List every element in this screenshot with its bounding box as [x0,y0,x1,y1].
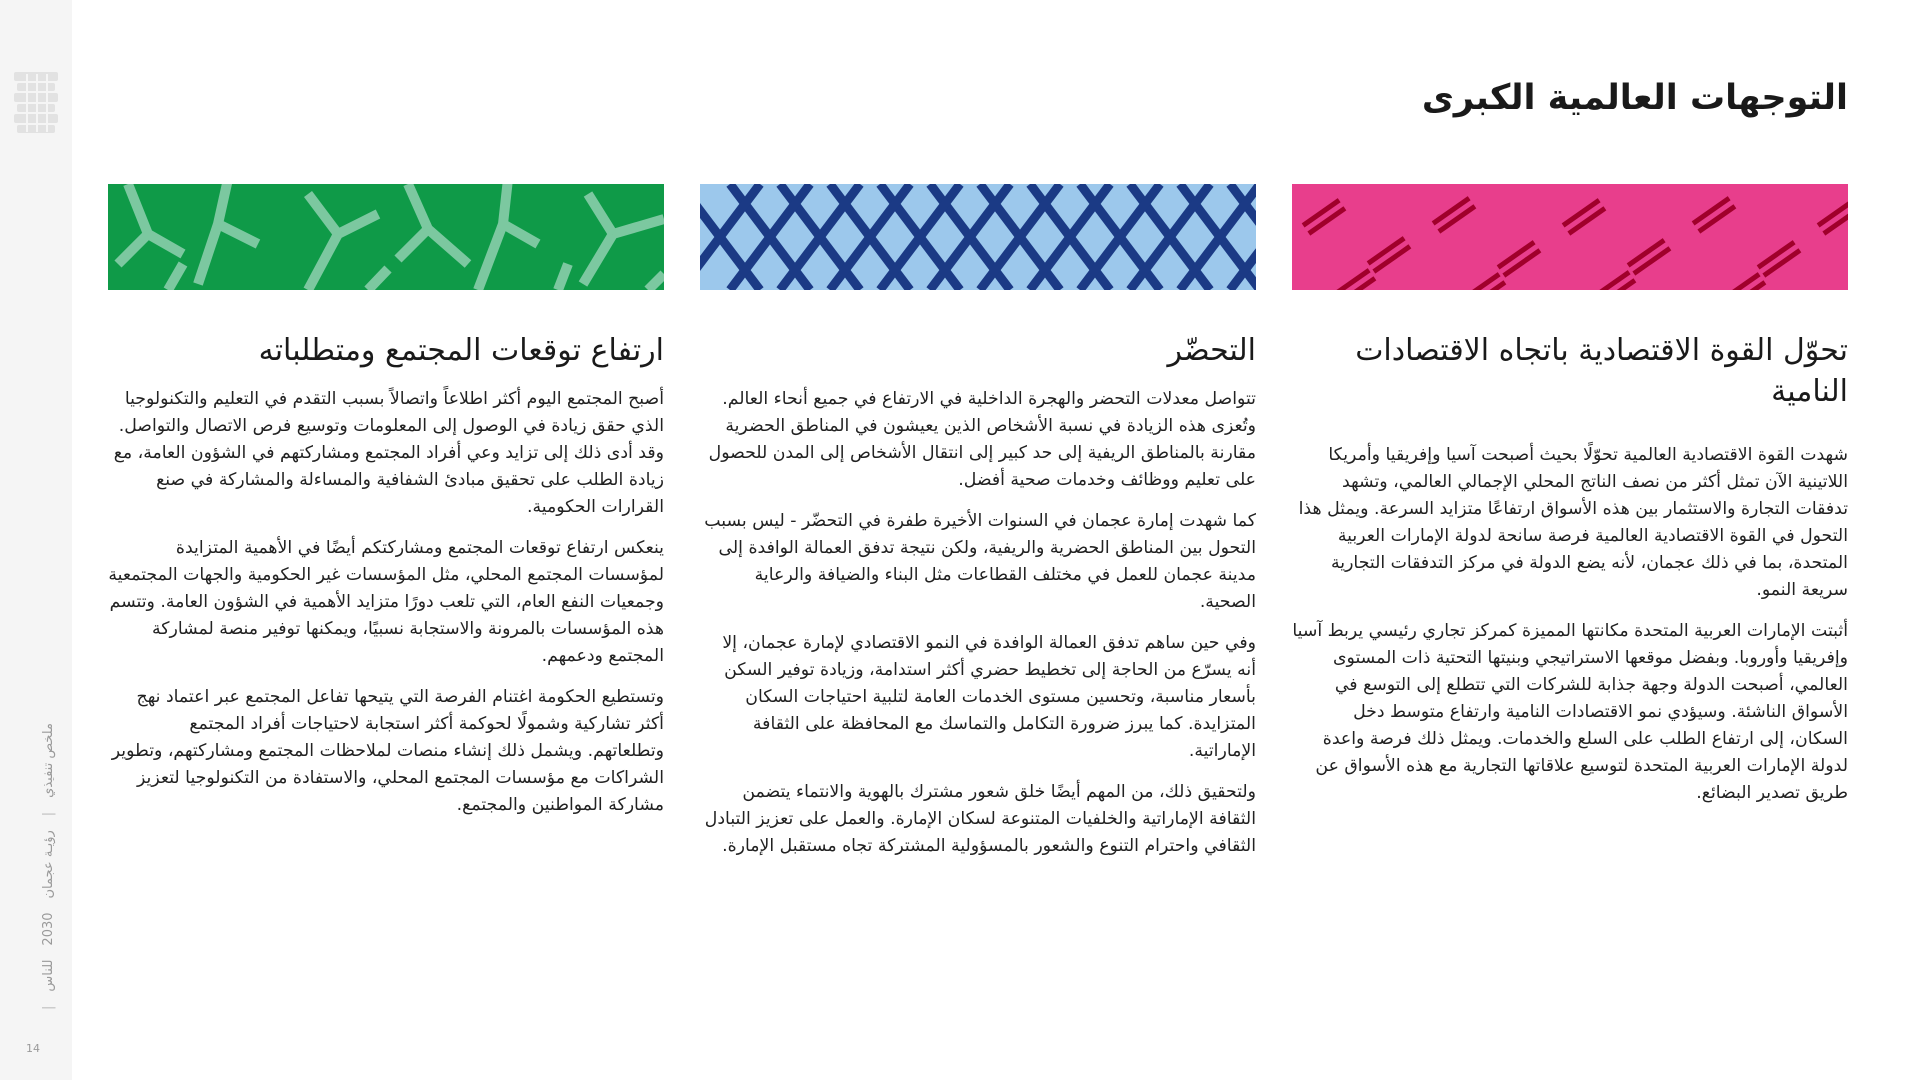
footer-vision: رؤيـة عجمان [41,830,56,899]
heading-economic-shift: تحوّل القوة الاقتصادية باتجاه الاقتصادات النامية [1355,333,1848,410]
paragraph: وفي حين ساهم تدفق العمالة الوافدة في النمو الاقتصادي لإمارة عجمان، إلا أنه يسرّع من الحاجة إلى تخطيط حضري أكثر استدامة، وزيادة توفير السكن بأسعار مناسبة، وتحسين مستوى الخدمات العامة لتلبية احتياجات السكان المتزايدة. كما يبرز ضرورة التكامل والتماسك مع المحافظة على الثقافة الإماراتية. [722,633,1256,761]
paragraph: شهدت القوة الاقتصادية العالمية تحوّلًا بحيث أصبحت آسيا وإفريقيا وأمريكا اللاتينية الآن تمثل أكثر من نصف الناتج المحلي الإجمالي العالمي، وتشهد تدفقات التجارة والاستثمار بين هذه الأسواق ارتفاعًا متزايد السرعة. ويمثل هذا التحول في القوة الاقتصادية العالمية فرصة سانحة لدولة الإمارات العربية المتحدة، بما في ذلك عجمان، لأنه يضع الدولة في مركز التدفقات التجارية سريعة النمو. [1298,445,1848,600]
footer-separator: | [41,1005,56,1010]
pink-pattern-banner [1292,184,1848,290]
footer-theme: للناس [41,959,56,992]
heading-urbanization: التحضّر [1167,333,1256,368]
paragraph: ينعكس ارتفاع توقعات المجتمع ومشاركتكم أيضًا في الأهمية المتزايدة لمؤسسات المجتمع المحلي، مثل المؤسسات غير الحكومية والجهات المجتمعية وجمعيات النفع العام، التي تلعب دورًا متزايد الأهمية في الشؤون العامة. وتتسم هذه المؤسسات بالمرونة والاستجابة نسبيًا، ويمكنها توفير منصة لمشاركة المجتمع ودعمهم. [108,538,664,666]
heading-community-expectations: ارتفاع توقعات المجتمع ومتطلباته [258,333,664,368]
footer-doc-label: ملخص تنفيذي [41,723,56,798]
paragraph: أثبتت الإمارات العربية المتحدة مكانتها المميزة كمركز تجاري رئيسي يربط آسيا وإفريقيا وأوروبا. وبفضل موقعها الاستراتيجي وبنيتها التحتية ذات المستوى العالمي، أصبحت الدولة وجهة جذابة للشركات التي تتطلع إلى التوسع في الأسواق الناشئة. وسيؤدي نمو الاقتصادات النامية وارتفاع متوسط دخل السكان، إلى ارتفاع الطلب على السلع والخدمات. ويمثل ذلك فرصة واعدة لدولة الإمارات العربية المتحدة لتوسيع علاقاتها التجارية مع هذه الأسواق عن طريق تصدير البضائع. [1292,621,1848,803]
blue-pattern-banner [700,184,1256,290]
column-economic-shift [1292,184,1848,821]
sidebar [0,0,72,1080]
footer-vertical-text [41,723,56,1010]
paragraph: كما شهدت إمارة عجمان في السنوات الأخيرة طفرة في التحضّر - ليس بسبب التحول بين المناطق الحضرية والريفية، ولكن نتيجة تدفق العمالة الوافدة إلى مدينة عجمان للعمل في مختلف القطاعات مثل البناء والضيافة والرعاية الصحية. [704,511,1256,612]
paragraph: وتستطيع الحكومة اغتنام الفرصة التي يتيحها تفاعل المجتمع عبر اعتماد نهج أكثر تشاركية وشمولًا لحوكمة أكثر استجابة لاحتياجات أفراد المجتمع وتطلعاتهم. ويشمل ذلك إنشاء منصات لملاحظات المجتمع ومشاركتهم، وتطوير الشراكات مع مؤسسات المجتمع المحلي، والاستفادة من التكنولوجيا لتعزيز مشاركة المواطنين والمجتمع. [111,687,664,815]
green-pattern-banner [108,184,664,290]
footer-year: 2030 [41,912,56,946]
paragraph: تتواصل معدلات التحضر والهجرة الداخلية في الارتفاع في جميع أنحاء العالم. وتُعزى هذه الزيادة في نسبة الأشخاص الذين يعيشون في المناطق الحضرية مقارنة بالمناطق الريفية إلى حد كبير إلى انتقال الأشخاص إلى المدن للحصول على تعليم ووظائف وخدمات صحية أفضل. [708,389,1256,490]
column-community-expectations [108,184,664,833]
ajman-logo-icon [14,72,58,138]
page-number: 14 [26,1042,40,1055]
column-body [700,386,1256,860]
column-body [108,386,664,819]
paragraph: ولتحقيق ذلك، من المهم أيضًا خلق شعور مشترك بالهوية والانتماء يتضمن الثقافة الإماراتية والخلفيات المتنوعة لسكان الإمارة. والعمل على تعزيز التبادل الثقافي واحترام التنوع والشعور بالمسؤولية المشتركة تجاه مستقبل الإمارة. [704,782,1256,856]
paragraph: أصبح المجتمع اليوم أكثر اطلاعاً واتصالاً بسبب التقدم في التعليم والتكنولوجيا الذي حقق زيادة في الوصول إلى المعلومات وتوسيع فرص الاتصال والتواصل. وقد أدى ذلك إلى تزايد وعي أفراد المجتمع ومشاركتهم في الشؤون العامة، مع زيادة الطلب على تحقيق مبادئ الشفافية والمساءلة والمشاركة في صنع القرارات الحكومية. [113,389,664,517]
page-title: التوجهات العالمية الكبرى [1421,78,1848,118]
column-urbanization [700,184,1256,874]
column-body [1292,442,1848,807]
footer-separator: | [41,811,56,817]
